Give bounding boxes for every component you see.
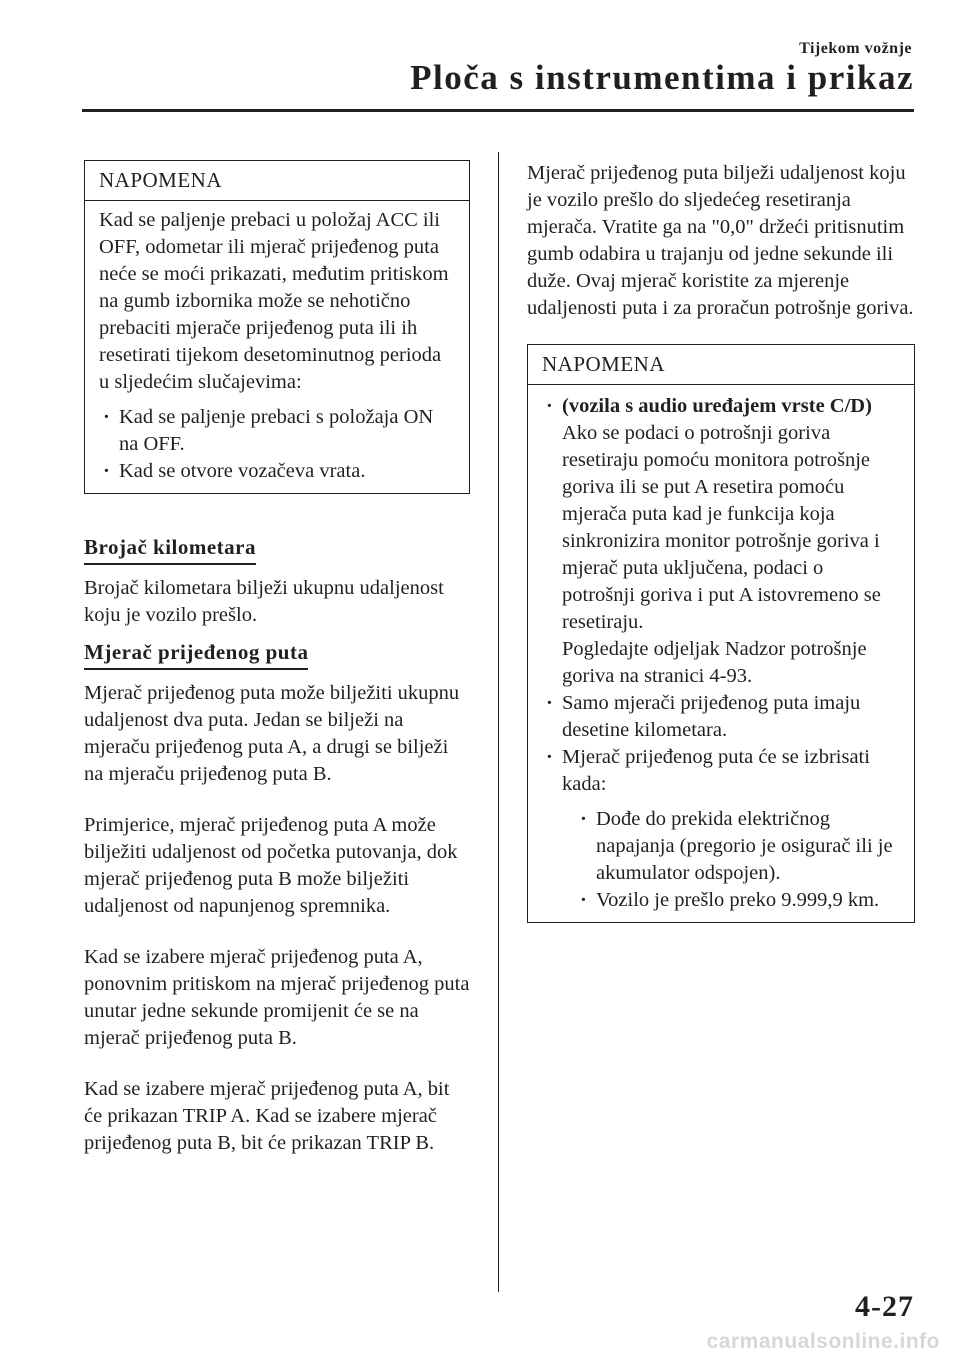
trip-paragraph: Mjerač prijeđenog puta može bilježiti ukupnu udaljenost dva puta. Jedan se bilježi na mjeraču prijeđenog puta A, a drugi se bilježi na mjeraču prijeđenog puta B. <box>84 682 460 785</box>
note-sub-bullet: · Vozilo je prešlo preko 9.999,9 km. <box>576 887 900 914</box>
note-sub-bullet-list <box>562 806 900 914</box>
note-box-ignition <box>84 160 470 494</box>
note-bullet-reference: Pogledajte odjeljak Nadzor potrošnje goriva na stranici 4-93. <box>562 638 867 687</box>
trip-paragraph: Kad se izabere mjerač prijeđenog puta A, ponovnim pritiskom na mjerač prijeđenog puta unutar jedne sekunde promijenit će se na mjerač prijeđenog puta B. <box>84 946 470 1049</box>
trip-paragraph: Kad se izabere mjerač prijeđenog puta A, bit će prikazan TRIP A. Kad se izabere mjerač prijeđenog puta B, bit će prikazan TRIP B. <box>84 1078 450 1154</box>
note-bullet-bold: (vozila s audio uređajem vrste C/D) <box>562 395 872 417</box>
trip-intro-text: Mjerač prijeđenog puta bilježi udaljenost koju je vozilo prešlo do sljedećeg resetiranja mjerača. Vratite ga na "0,0" držeći pritisnutim gumb odabira u trajanju od jedne sekunde ili duže. Ovaj mjerač koristite za mjerenje udaljenosti puta i za proračun potrošnje goriva. <box>527 162 914 319</box>
odometer-text: Brojač kilometara bilježi ukupnu udaljenost koju je vozilo prešlo. <box>84 577 444 626</box>
note-bullet <box>542 393 900 690</box>
page-number: 4-27 <box>855 1290 914 1323</box>
note-bullet-list <box>99 404 455 485</box>
note-body <box>85 201 469 493</box>
section-label: Tijekom vožnje <box>799 40 912 57</box>
header-rule <box>82 109 914 112</box>
note-bullet-text: Ako se podaci o potrošnji goriva resetiraju pomoću monitora potrošnje goriva ili se put A resetira pomoću mjerača puta kad je funkcija koja sinkronizira monitor potrošnje goriva i mjerač puta uključena, podaci o potrošnji goriva i put A istovremeno se resetiraju. <box>562 422 881 633</box>
watermark: carmanualsonline.info <box>706 1330 940 1353</box>
odometer-heading: Brojač kilometara <box>84 534 256 565</box>
note-body <box>528 385 914 922</box>
note-text: Kad se paljenje prebaci u položaj ACC ili OFF, odometar ili mjerač prijeđenog puta neće se moći prikazati, međutim pritiskom na gumb izbornika može se nehotično prebaciti mjerače prijeđenog puta ili ih resetirati tijekom desetominutnog perioda u sljedećim slučajevima: <box>99 209 449 393</box>
note-heading: NAPOMENA <box>99 168 223 192</box>
note-bullet-text: Mjerač prijeđenog puta će se izbrisati kada: <box>562 746 870 795</box>
note-bullet: · Kad se paljenje prebaci s položaja ON na OFF. <box>99 404 455 458</box>
note-bullet: · Kad se otvore vozačeva vrata. <box>99 458 455 485</box>
left-column <box>84 160 470 1157</box>
note-bullet: · Samo mjerači prijeđenog puta imaju desetine kilometara. <box>542 690 900 744</box>
note-sub-bullet: · Dođe do prekida električnog napajanja (pregorio je osigurač ili je akumulator odspojen). <box>576 806 900 887</box>
note-bullet <box>542 744 900 914</box>
trip-paragraph: Primjerice, mjerač prijeđenog puta A može bilježiti udaljenost od početka putovanja, dok mjerač prijeđenog puta B može bilježiti udaljenost od napunjenog spremnika. <box>84 814 458 917</box>
note-heading: NAPOMENA <box>542 352 666 376</box>
trip-meter-heading: Mjerač prijeđenog puta <box>84 639 308 670</box>
note-bullet-list <box>542 393 900 914</box>
column-divider <box>498 152 499 1292</box>
right-column <box>527 160 915 923</box>
note-box-trip <box>527 344 915 923</box>
page-title: Ploča s instrumentima i prikaz <box>410 58 914 97</box>
